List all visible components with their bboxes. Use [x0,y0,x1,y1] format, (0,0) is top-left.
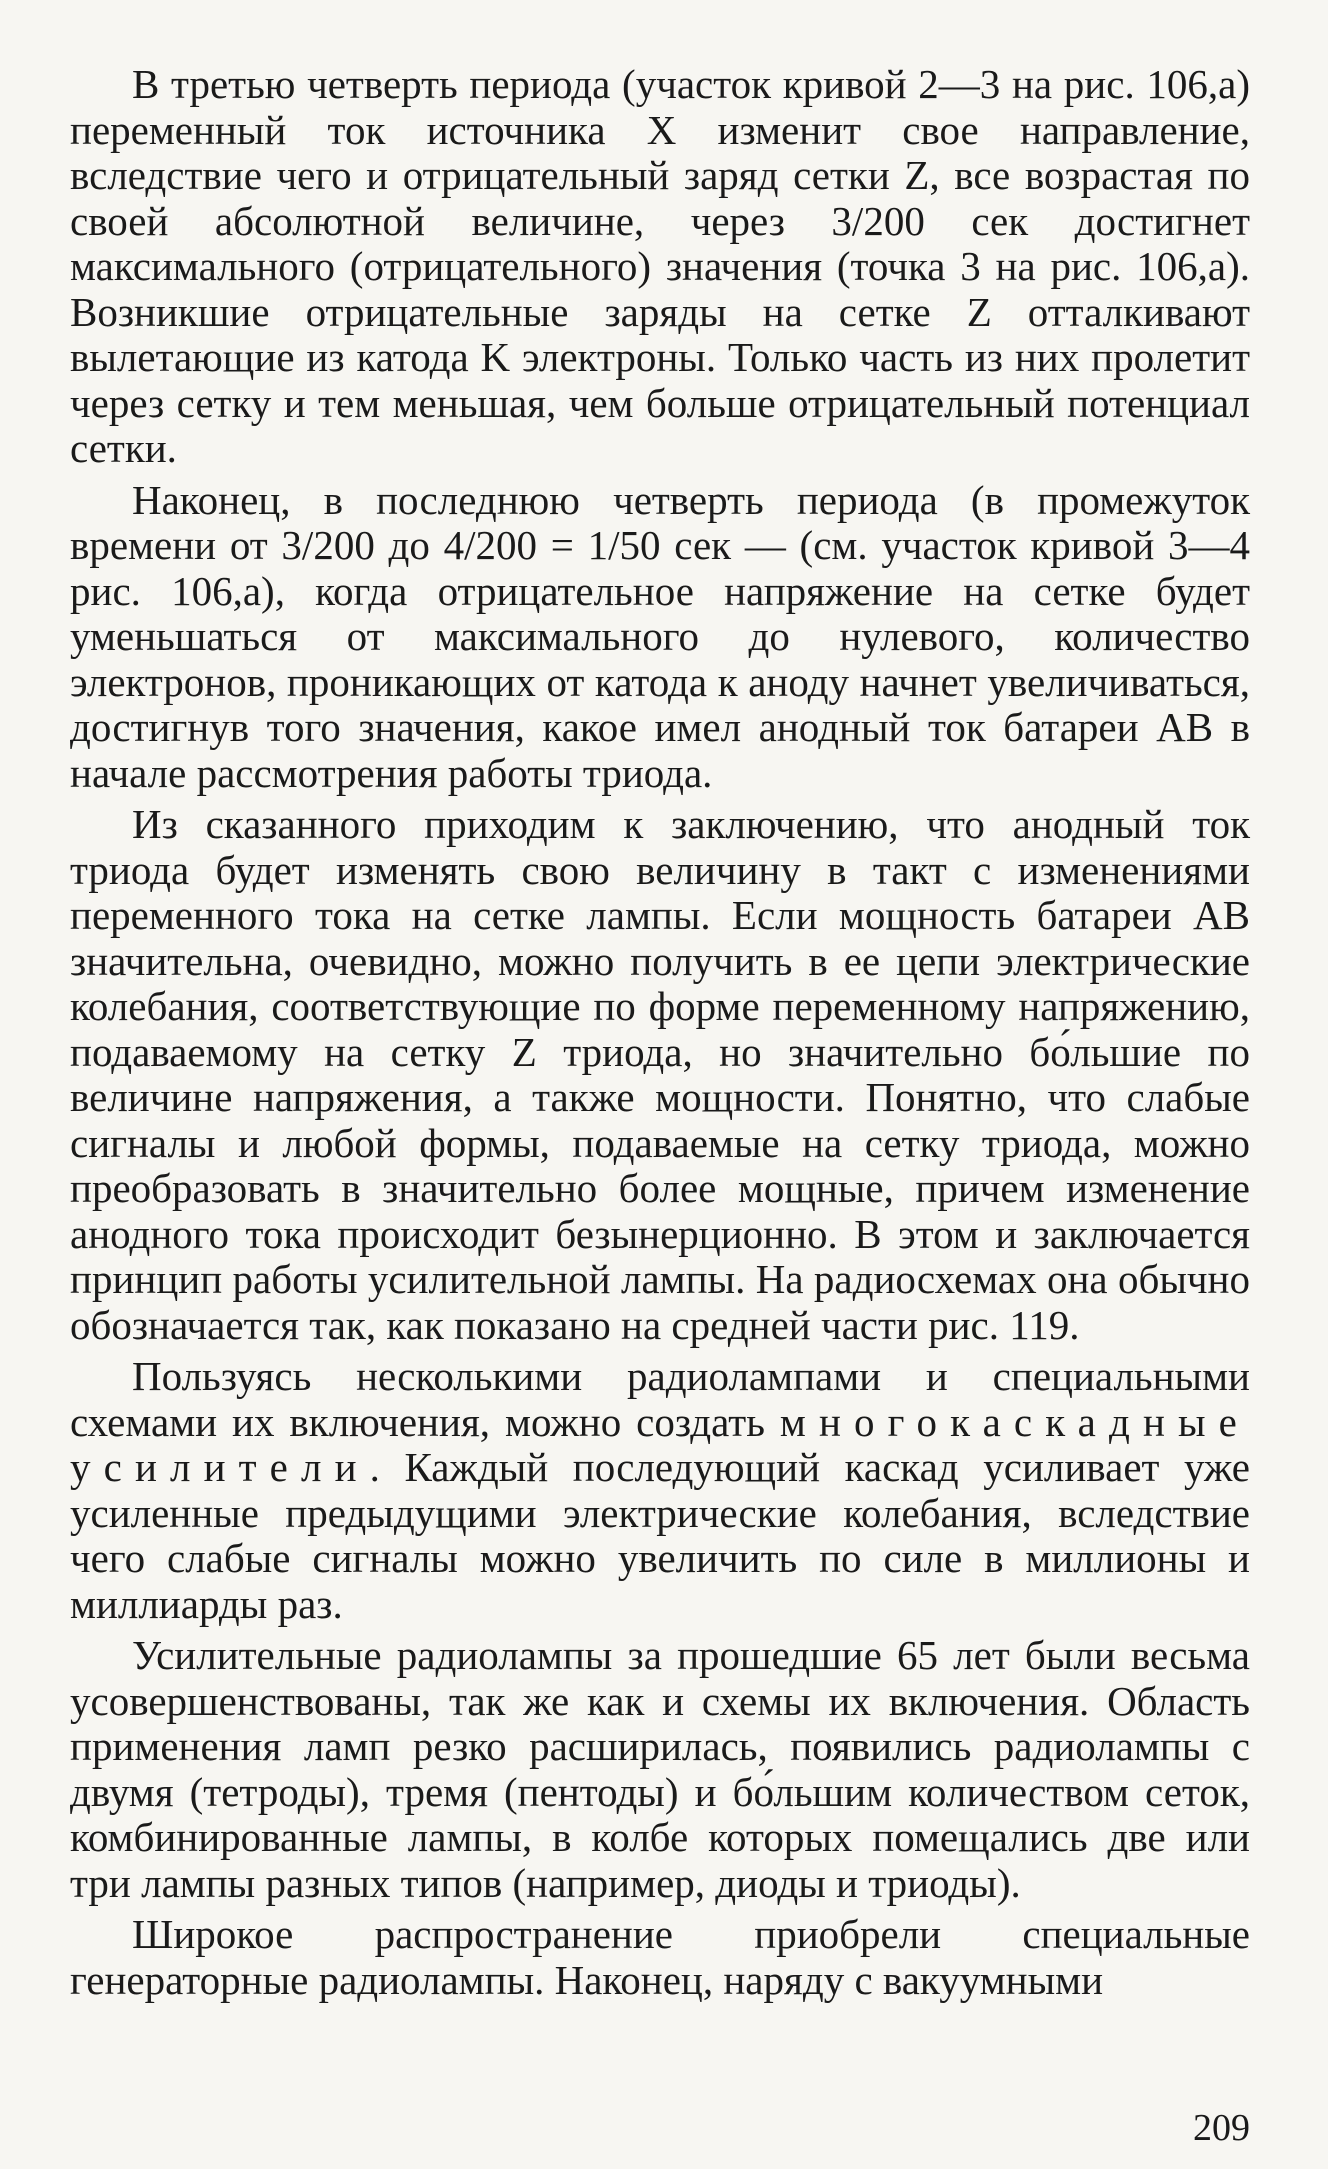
paragraph-2: Наконец, в последнюю четверть периода (в промежуток времени от 3/200 до 4/200 = 1/50 сек — (см. участок кривой 3—4 рис. 106,а), когда отрицательное напряжение на сетке будет уменьшаться от максимального до нулевого, количество электронов, проникающих от катода к аноду начнет увеличиваться, достигнув того значения, какое имел анодный ток батареи AB в начале рассмотрения работы триода. [70,476,1250,796]
paragraph-5: Усилительные радиолампы за прошедшие 65 лет были весьма усовершенствованы, так же как и схемы их включения. Область применения ламп резко расширилась, появились радиолампы с двумя (тетроды), тремя (пентоды) и бо́льшим количеством сеток, комбинированные лампы, в колбе которых помещались две или три лампы разных типов (например, диоды и триоды). [70,1632,1250,1906]
paragraph-1: В третью четверть периода (участок кривой 2—3 на рис. 106,а) переменный ток источника X изменит свое направление, вследствие чего и отрицательный заряд сетки Z, все возрастая по своей абсолютной величине, через 3/200 сек достигнет максимального (отрицательного) значения (точка 3 на рис. 106,а). Возникшие отрицательные заряды на сетке Z отталкивают вылетающие из катода K электроны. Только часть из них пролетит через сетку и тем меньшая, чем больше отрицательный потенциал сетки. [70,61,1250,471]
paragraph-6: Широкое распространение приобрели специальные генераторные радиолампы. Наконец, наряду с вакуумными [70,1911,1250,2003]
page-number: 209 [1193,2107,1250,2149]
page-body [70,62,1250,2009]
spaced-emphasis: многокаскадные усилители [70,1398,1250,1490]
paragraph-4-end: . Каждый последующий каскад усиливает уже усиленные предыдущими электрические колебания, вследствие чего слабые сигналы можно увеличить по силе в миллионы и миллиарды раз. [70,1444,1250,1627]
paragraph-4 [70,1354,1250,1627]
paragraph-3: Из сказанного приходим к заключению, что анодный ток триода будет изменять свою величину в такт с изменениями переменного тока на сетке лампы. Если мощность батареи AB значительна, очевидно, можно получить в ее цепи электрические колебания, соответствующие по форме переменному напряжению, подаваемому на сетку Z триода, но значительно бо́льшие по величине напряжения, а также мощности. Понятно, что слабые сигналы и любой формы, подаваемые на сетку триода, можно преобразовать в значительно более мощные, причем изменение анодного тока происходит безынерционно. В этом и заключается принцип работы усилительной лампы. На радиосхемах она обычно обозначается так, как показано на средней части рис. 119. [70,801,1250,1348]
paragraph-4-start: Пользуясь несколькими радиолампами и специальными схемами их включения, можно создать [70,1353,1250,1445]
